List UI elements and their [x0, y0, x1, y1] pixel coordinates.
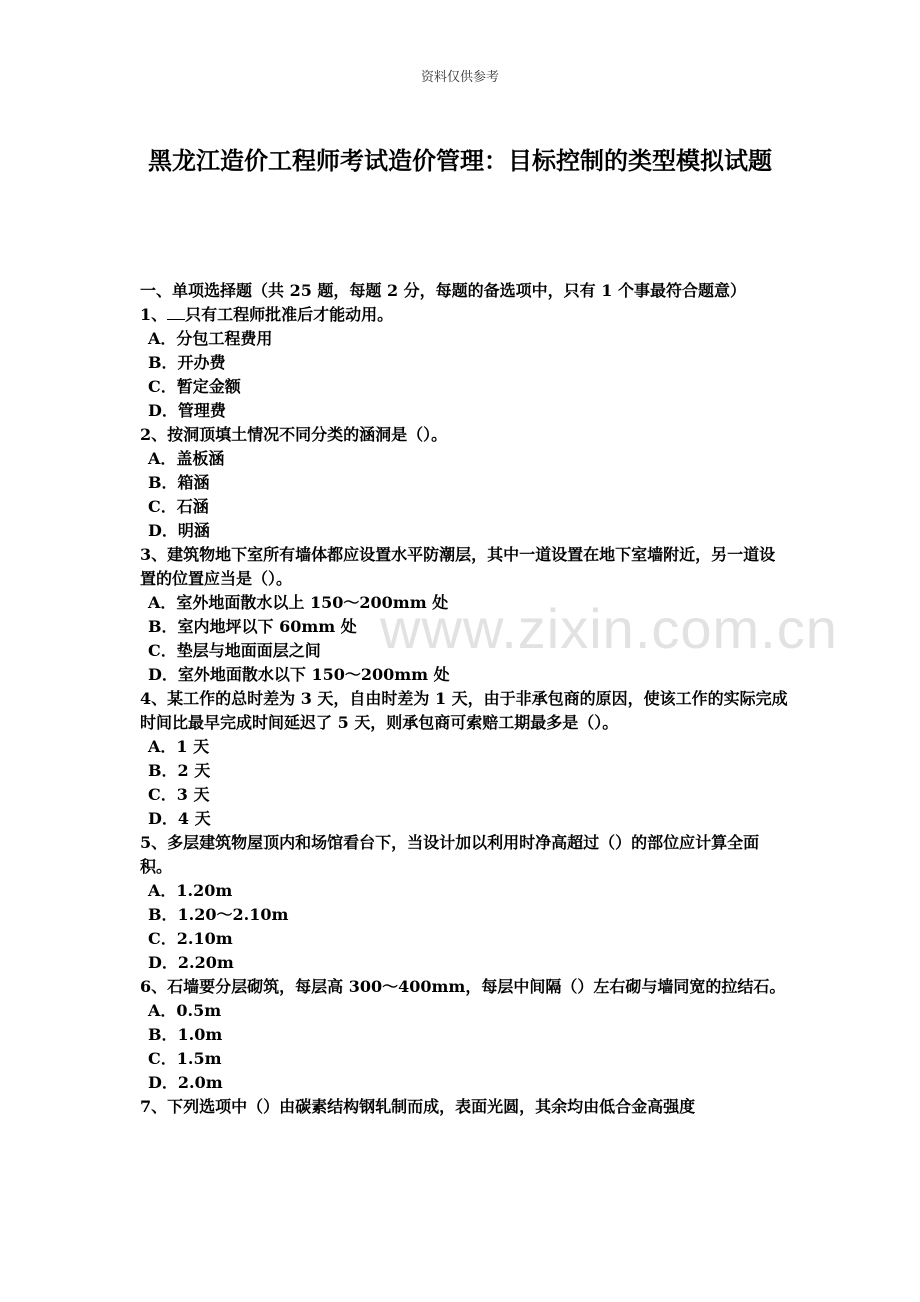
- question-6: 6、石墙要分层砌筑，每层高 300～400mm，每层中间隔（）左右砌与墙同宽的拉结石。: [140, 977, 786, 996]
- question-text: 只有工程师批准后才能动用。: [185, 305, 394, 324]
- question-1: [140, 303, 790, 327]
- option: C．垫层与地面面层之间: [148, 641, 321, 660]
- option: D．明涵: [148, 521, 210, 540]
- option: B．1.0m: [148, 1025, 223, 1044]
- option: B．2 天: [148, 761, 211, 780]
- option: D．2.0m: [148, 1073, 223, 1092]
- option: A．室外地面散水以上 150～200mm 处: [148, 593, 449, 612]
- option: B．开办费: [148, 353, 226, 372]
- document-body: [140, 279, 790, 1119]
- option: A．1 天: [148, 737, 210, 756]
- question-number: 1、: [140, 305, 168, 324]
- option: C．石涵: [148, 497, 209, 516]
- option: C．1.5m: [148, 1049, 222, 1068]
- question-7: 7、下列选项中（）由碳素结构钢轧制而成，表面光圆，其余均由低合金高强度: [140, 1097, 696, 1116]
- option: B．室内地坪以下 60mm 处: [148, 617, 357, 636]
- answer-blank: [167, 303, 185, 320]
- section-heading: 一、单项选择题（共 25 题，每题 2 分，每题的备选项中，只有 1 个事最符合题意）: [140, 281, 746, 300]
- option: C．暂定金额: [148, 377, 241, 396]
- option: D．管理费: [148, 401, 226, 420]
- question-5: 5、多层建筑物屋顶内和场馆看台下，当设计加以利用时净高超过（）的部位应计算全面积。: [140, 833, 760, 876]
- option: B．1.20～2.10m: [148, 905, 289, 924]
- option: A．分包工程费用: [148, 329, 273, 348]
- option: D．2.20m: [148, 953, 234, 972]
- option: A．盖板涵: [148, 449, 225, 468]
- option: C．2.10m: [148, 929, 233, 948]
- option: C．3 天: [148, 785, 210, 804]
- option: D．4 天: [148, 809, 211, 828]
- watermark: www.zixin.com.cn: [380, 597, 838, 660]
- question-3: 3、建筑物地下室所有墙体都应设置水平防潮层，其中一道设置在地下室墙附近，另一道设置的位置应当是（）。: [140, 545, 776, 588]
- option: B．箱涵: [148, 473, 210, 492]
- option: A．1.20m: [148, 881, 233, 900]
- header-note: 资料仅供参考: [420, 70, 499, 85]
- page-title: 黑龙江造价工程师考试造价管理：目标控制的类型模拟试题: [148, 146, 772, 175]
- question-4: 4、某工作的总时差为 3 天，自由时差为 1 天，由于非承包商的原因，使该工作的实际完成时间比最早完成时间延迟了 5 天，则承包商可索赔工期最多是（）。: [140, 689, 788, 732]
- question-2: 2、按洞顶填土情况不同分类的涵洞是（）。: [140, 425, 448, 444]
- option: A．0.5m: [148, 1001, 222, 1020]
- option: D．室外地面散水以下 150～200mm 处: [148, 665, 450, 684]
